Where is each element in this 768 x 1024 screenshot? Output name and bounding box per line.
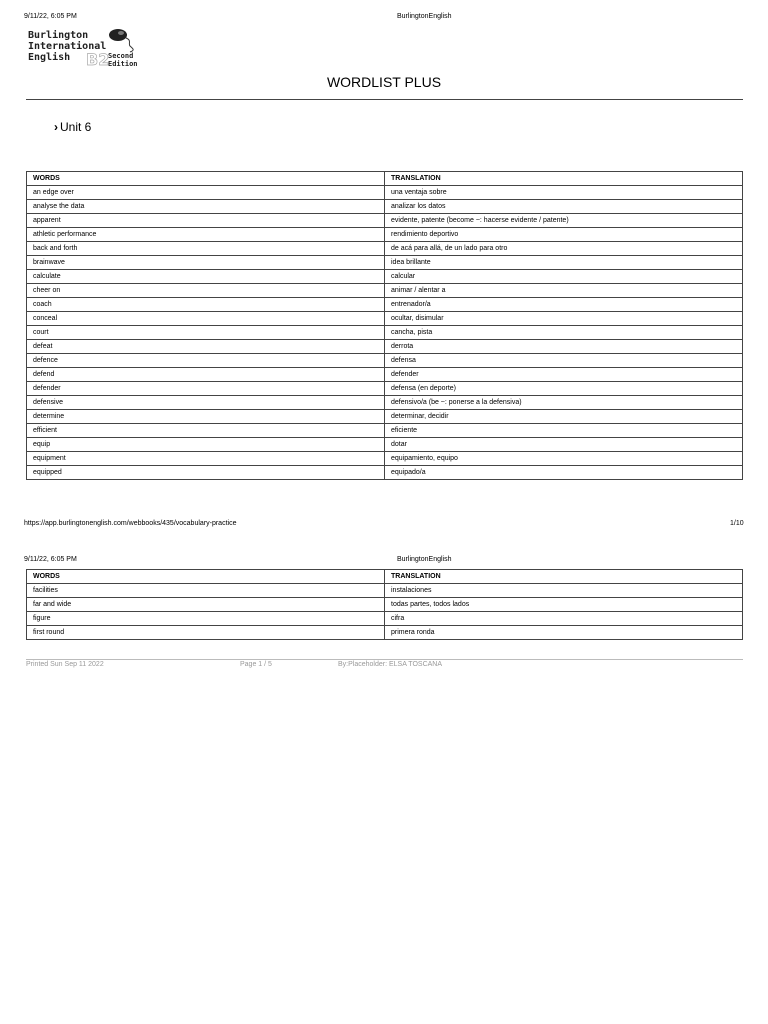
word-cell: far and wide bbox=[27, 598, 385, 612]
translation-cell: defensa (en deporte) bbox=[385, 382, 743, 396]
logo-line-1: Burlington bbox=[28, 30, 89, 41]
table-row bbox=[27, 256, 743, 270]
word-cell: an edge over bbox=[27, 186, 385, 200]
printed-date: Printed Sun Sep 11 2022 bbox=[26, 661, 104, 668]
translation-cell: eficiente bbox=[385, 424, 743, 438]
table-row bbox=[27, 612, 743, 626]
footer-page-number: 1/10 bbox=[730, 520, 744, 527]
word-cell: efficient bbox=[27, 424, 385, 438]
table-row bbox=[27, 298, 743, 312]
table-row bbox=[27, 340, 743, 354]
print-site-title-page-2: BurlingtonEnglish bbox=[397, 556, 452, 563]
word-cell: conceal bbox=[27, 312, 385, 326]
word-cell: brainwave bbox=[27, 256, 385, 270]
translation-cell: rendimiento deportivo bbox=[385, 228, 743, 242]
translation-cell: analizar los datos bbox=[385, 200, 743, 214]
logo-edition-1: Second bbox=[108, 52, 134, 60]
word-cell: equipped bbox=[27, 466, 385, 480]
table-row bbox=[27, 200, 743, 214]
table-row bbox=[27, 598, 743, 612]
word-cell: equipment bbox=[27, 452, 385, 466]
word-cell: court bbox=[27, 326, 385, 340]
footer-divider bbox=[26, 659, 743, 660]
word-cell: defeat bbox=[27, 340, 385, 354]
col-header-translation: TRANSLATION bbox=[385, 172, 743, 186]
wordlist-table-page-2 bbox=[26, 569, 743, 640]
translation-cell: instalaciones bbox=[385, 584, 743, 598]
translation-cell: defender bbox=[385, 368, 743, 382]
table-header-row bbox=[27, 172, 743, 186]
translation-cell: idea brillante bbox=[385, 256, 743, 270]
table-row bbox=[27, 396, 743, 410]
translation-cell: dotar bbox=[385, 438, 743, 452]
word-cell: analyse the data bbox=[27, 200, 385, 214]
table-row bbox=[27, 284, 743, 298]
table-row bbox=[27, 242, 743, 256]
translation-cell: calcular bbox=[385, 270, 743, 284]
translation-cell: equipado/a bbox=[385, 466, 743, 480]
word-cell: defensive bbox=[27, 396, 385, 410]
unit-label: Unit 6 bbox=[60, 120, 92, 134]
logo-line-3: English bbox=[28, 52, 71, 63]
burlington-logo bbox=[28, 26, 138, 70]
word-cell: coach bbox=[27, 298, 385, 312]
logo-level: B2 bbox=[86, 50, 110, 69]
translation-cell: derrota bbox=[385, 340, 743, 354]
table-row bbox=[27, 228, 743, 242]
table-row bbox=[27, 326, 743, 340]
translation-cell: todas partes, todos lados bbox=[385, 598, 743, 612]
table-header-row bbox=[27, 570, 743, 584]
word-cell: equip bbox=[27, 438, 385, 452]
word-cell: facilities bbox=[27, 584, 385, 598]
print-date: 9/11/22, 6:05 PM bbox=[24, 13, 77, 20]
col-header-translation: TRANSLATION bbox=[385, 570, 743, 584]
translation-cell: ocultar, disimular bbox=[385, 312, 743, 326]
word-cell: defend bbox=[27, 368, 385, 382]
print-site-title: BurlingtonEnglish bbox=[397, 13, 452, 20]
word-cell: cheer on bbox=[27, 284, 385, 298]
translation-cell: cifra bbox=[385, 612, 743, 626]
table-row bbox=[27, 354, 743, 368]
word-cell: athletic performance bbox=[27, 228, 385, 242]
word-cell: calculate bbox=[27, 270, 385, 284]
word-cell: first round bbox=[27, 626, 385, 640]
printed-page-count: Page 1 / 5 bbox=[240, 661, 272, 668]
word-cell: figure bbox=[27, 612, 385, 626]
translation-cell: determinar, decidir bbox=[385, 410, 743, 424]
table-row bbox=[27, 584, 743, 598]
table-row bbox=[27, 452, 743, 466]
unit-heading[interactable] bbox=[54, 120, 91, 134]
printed-by: By:Placeholder: ELSA TOSCANA bbox=[338, 661, 443, 668]
translation-cell: una ventaja sobre bbox=[385, 186, 743, 200]
translation-cell: evidente, patente (become ~: hacerse evidente / patente) bbox=[385, 214, 743, 228]
title-divider bbox=[26, 99, 743, 100]
logo-edition-2: Edition bbox=[108, 60, 138, 68]
word-cell: back and forth bbox=[27, 242, 385, 256]
wordlist-table-page-1 bbox=[26, 171, 743, 480]
translation-cell: primera ronda bbox=[385, 626, 743, 640]
table-row bbox=[27, 186, 743, 200]
table-row bbox=[27, 312, 743, 326]
table-row bbox=[27, 368, 743, 382]
word-cell: apparent bbox=[27, 214, 385, 228]
word-cell: defence bbox=[27, 354, 385, 368]
translation-cell: de acá para allá, de un lado para otro bbox=[385, 242, 743, 256]
col-header-words: WORDS bbox=[27, 172, 385, 186]
translation-cell: equipamiento, equipo bbox=[385, 452, 743, 466]
table-row bbox=[27, 382, 743, 396]
col-header-words: WORDS bbox=[27, 570, 385, 584]
page-title: WORDLIST PLUS bbox=[326, 74, 442, 90]
word-cell: defender bbox=[27, 382, 385, 396]
logo-line-2: International bbox=[28, 41, 107, 52]
table-row bbox=[27, 214, 743, 228]
translation-cell: entrenador/a bbox=[385, 298, 743, 312]
footer-url: https://app.burlingtonenglish.com/webbooks/435/vocabulary-practice bbox=[24, 520, 237, 527]
table-row bbox=[27, 438, 743, 452]
word-cell: determine bbox=[27, 410, 385, 424]
computer-mouse-icon bbox=[106, 26, 138, 54]
print-date-page-2: 9/11/22, 6:05 PM bbox=[24, 556, 77, 563]
translation-cell: animar / alentar a bbox=[385, 284, 743, 298]
translation-cell: cancha, pista bbox=[385, 326, 743, 340]
translation-cell: defensa bbox=[385, 354, 743, 368]
table-row bbox=[27, 270, 743, 284]
table-row bbox=[27, 626, 743, 640]
table-row bbox=[27, 466, 743, 480]
table-row bbox=[27, 410, 743, 424]
chevron-right-icon: › bbox=[54, 120, 58, 134]
table-row bbox=[27, 424, 743, 438]
translation-cell: defensivo/a (be ~: ponerse a la defensiva) bbox=[385, 396, 743, 410]
